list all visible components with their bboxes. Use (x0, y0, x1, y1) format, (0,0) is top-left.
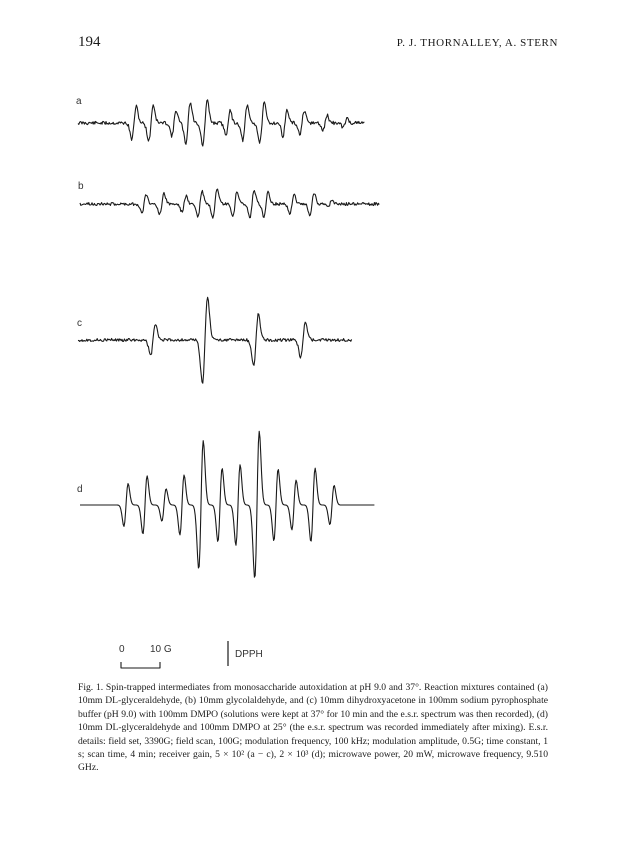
trace-label-c: c (77, 318, 82, 329)
trace-label-a: a (76, 96, 82, 107)
spectrum-trace-b (80, 189, 379, 218)
trace-label-d: d (77, 484, 83, 495)
spectrum-trace-a (78, 100, 364, 146)
scale-bar-end: 10 G (150, 644, 172, 655)
spectrum-trace-d (80, 431, 374, 577)
scale-bar (121, 662, 160, 668)
page-number: 194 (78, 34, 101, 50)
scale-bar-start: 0 (119, 644, 125, 655)
caption-text: Fig. 1. Spin-trapped intermediates from monosaccharide autoxidation at pH 9.0 and 37°. Reaction mixtures contained (a) 10mm DL-glyceraldehyde, (b) 10mm glycolaldehyde, and (c) 10mm dihydroxyacetone in 100mm sodium pyrophosphate buffer (pH 9.0) with 100mm DMPO (solutions were kept at 37° for 10 min and the e.s.r. spectrum was then recorded), (d) 10mm DL-glyceraldehyde and 100mm DMPO at 25° (the e.s.r. spectrum was recorded immediately after mixing). E.s.r. details: field set, 3390G; field scan, 100G; modulation frequency, 100 kHz; modulation amplitude, 0.5G; time constant, 1 s; scan time, 4 min; receiver gain, 5 × 10² (a − c), 2 × 10³ (d); microwave power, 20 mW, microwave frequency, 9.510 GHz. (78, 682, 548, 774)
running-head: P. J. THORNALLEY, A. STERN (396, 37, 558, 49)
figure-caption (78, 681, 548, 775)
dpph-label: DPPH (235, 649, 263, 660)
trace-label-b: b (78, 181, 84, 192)
spectrum-trace-c (78, 297, 352, 383)
